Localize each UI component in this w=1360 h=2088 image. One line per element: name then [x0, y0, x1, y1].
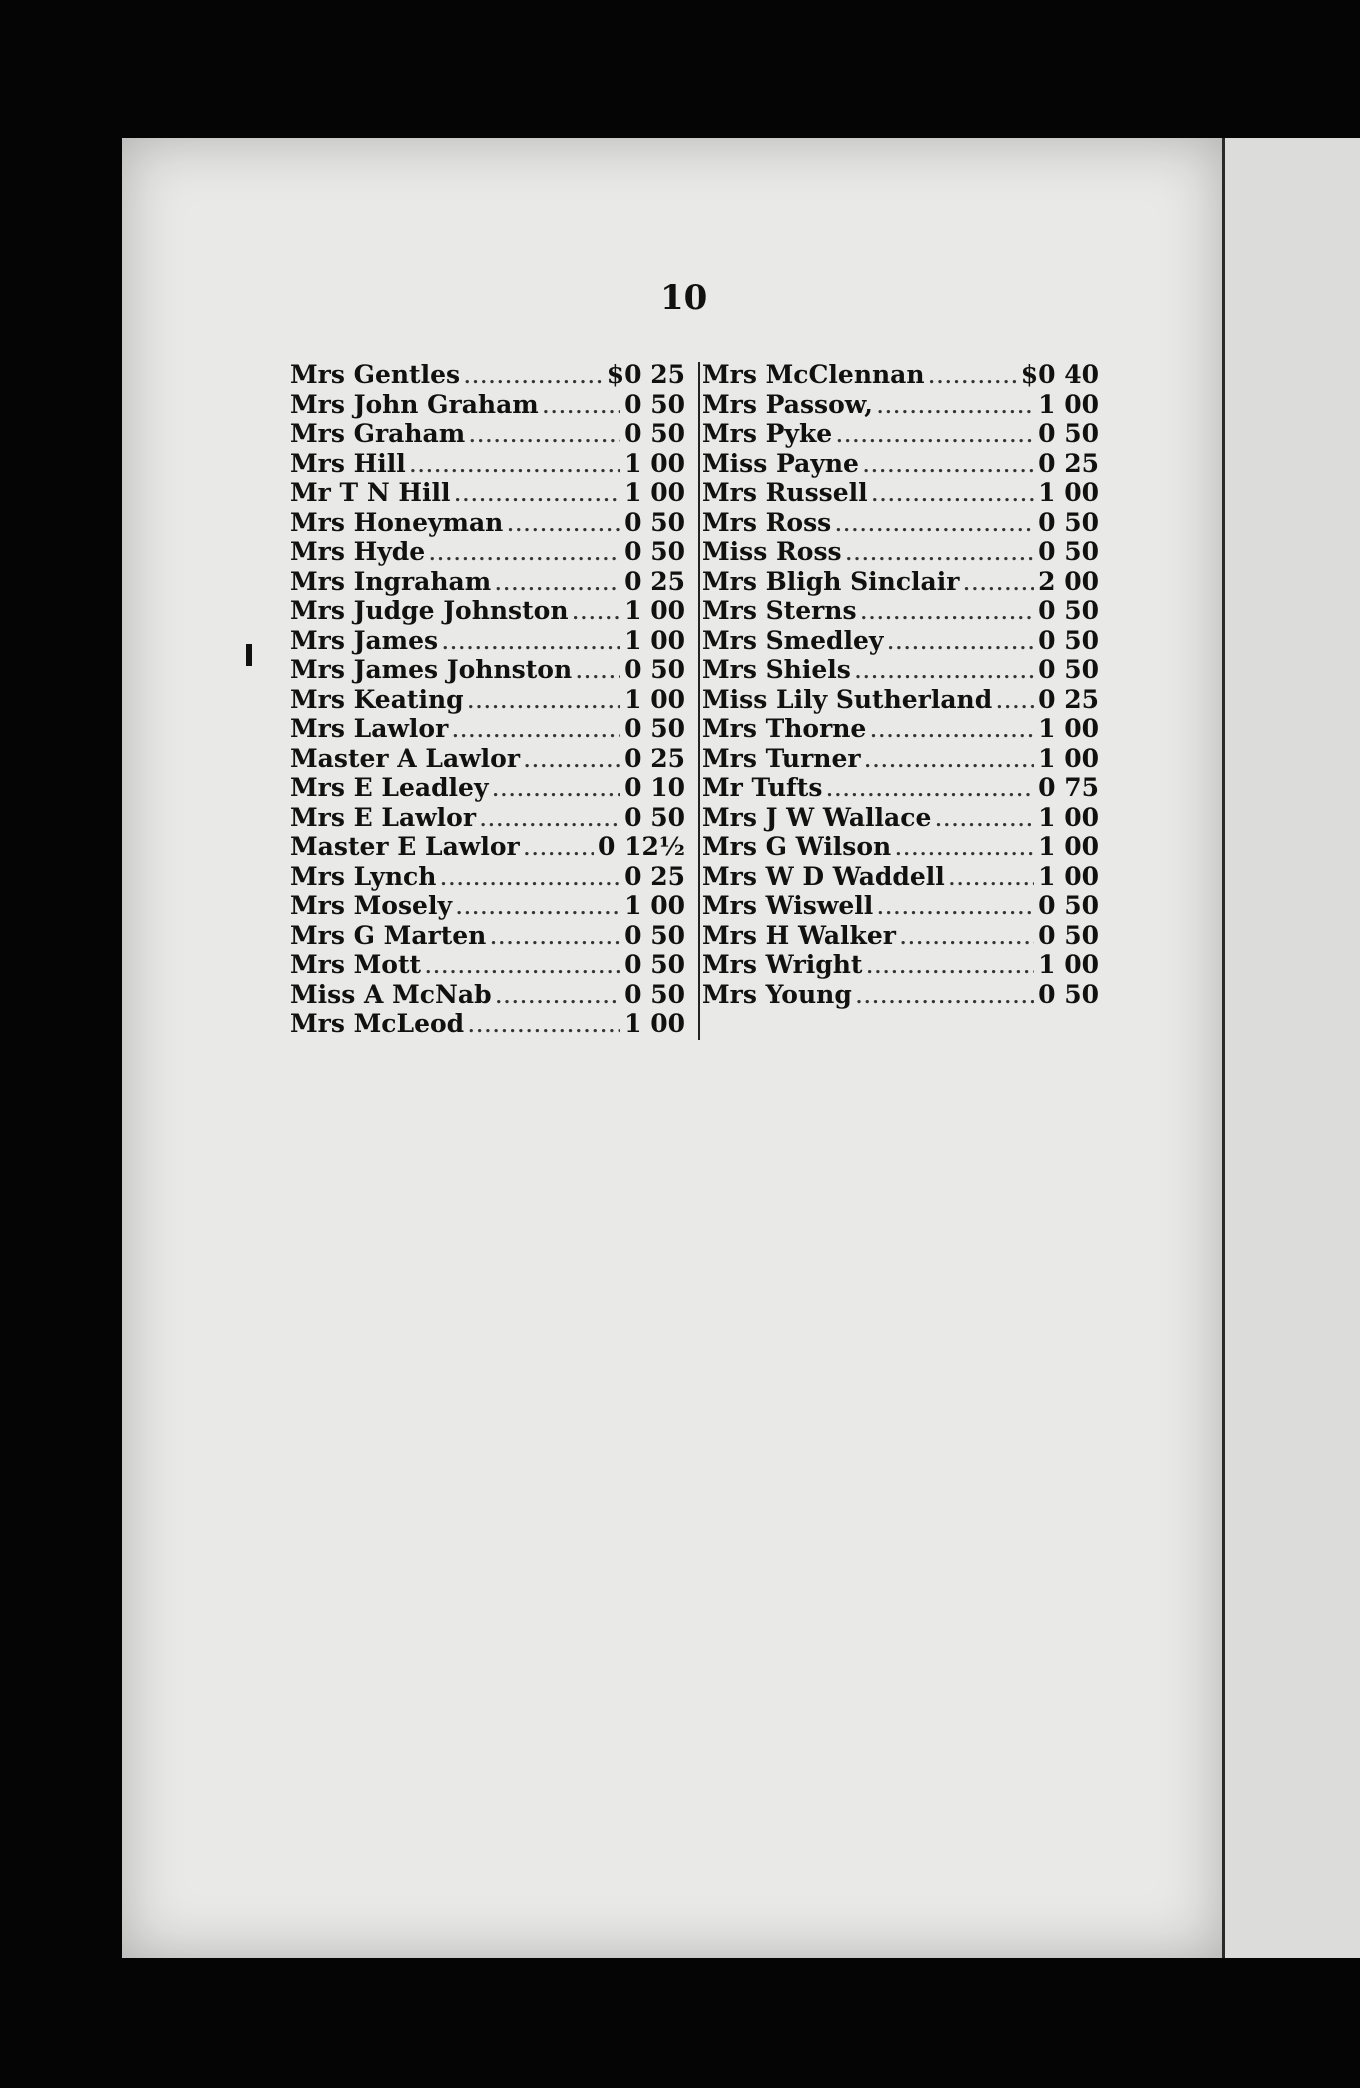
subscription-amount: 0 50 — [1038, 507, 1099, 537]
dot-leader — [576, 658, 620, 688]
subscriber-name: Mrs John Graham — [290, 389, 539, 419]
list-item — [702, 891, 1099, 921]
dot-leader — [996, 688, 1034, 718]
subscription-amount: 0 50 — [624, 802, 685, 832]
dot-leader — [861, 599, 1035, 629]
list-item — [702, 980, 1099, 1010]
subscriber-name: Mrs Pyke — [702, 419, 833, 448]
subscriber-name: Master E Lawlor — [290, 832, 520, 861]
subscription-amount: 0 50 — [1038, 891, 1099, 920]
dot-leader — [440, 865, 620, 895]
subscriber-name: Mrs Bligh Sinclair — [702, 566, 960, 596]
dot-leader — [495, 570, 620, 600]
subscriber-name: Mrs E Leadley — [290, 773, 489, 802]
list-item — [290, 744, 685, 774]
subscription-amount: 0 50 — [1038, 979, 1099, 1009]
list-item — [702, 626, 1099, 656]
list-item — [702, 478, 1099, 508]
subscriber-name: Mrs Gentles — [290, 360, 461, 389]
subscription-amount: 1 00 — [624, 625, 685, 655]
dot-leader — [855, 658, 1034, 688]
list-item — [702, 508, 1099, 538]
list-item — [702, 685, 1099, 715]
subscriber-name: Mrs Keating — [290, 684, 464, 714]
subscriber-name: Mrs G Marten — [290, 920, 487, 950]
subscription-amount: 0 50 — [624, 507, 685, 537]
subscriber-name: Mrs James Johnston — [290, 655, 573, 684]
subscriber-name: Master A Lawlor — [290, 743, 521, 773]
dot-leader — [836, 422, 1034, 452]
dot-leader — [543, 393, 620, 423]
margin-mark — [246, 644, 252, 666]
subscriber-list-right — [702, 360, 1099, 1009]
dot-leader — [895, 835, 1034, 865]
subscriber-name: Mrs McClennan — [702, 360, 925, 389]
subscription-amount: 1 00 — [1038, 832, 1099, 861]
dot-leader — [835, 511, 1034, 541]
list-item — [290, 714, 685, 744]
subscription-amount: 0 25 — [1038, 684, 1099, 714]
subscriber-name: Mrs McLeod — [290, 1009, 465, 1038]
list-item — [702, 744, 1099, 774]
subscription-amount: 0 50 — [1038, 655, 1099, 684]
list-item — [290, 655, 685, 685]
subscriber-name: Mrs Ingraham — [290, 566, 492, 596]
subscriber-name: Miss Ross — [702, 537, 842, 566]
subscription-amount: 0 12½ — [598, 832, 685, 861]
subscriber-name: Miss Payne — [702, 448, 859, 478]
subscriber-name: Mr T N Hill — [290, 478, 451, 507]
dot-leader — [963, 570, 1034, 600]
list-item — [290, 360, 685, 390]
subscription-amount: 1 00 — [1038, 950, 1099, 979]
dot-leader — [887, 629, 1034, 659]
dot-leader — [480, 806, 620, 836]
list-item — [290, 390, 685, 420]
subscription-amount: 2 00 — [1038, 566, 1099, 596]
dot-leader — [468, 1012, 620, 1042]
list-item — [702, 449, 1099, 479]
dot-leader — [429, 540, 620, 570]
dot-leader — [865, 747, 1035, 777]
list-item — [290, 626, 685, 656]
subscriber-list-left — [290, 360, 685, 1039]
subscriber-name: Mrs Passow, — [702, 389, 873, 419]
list-item — [290, 803, 685, 833]
dot-leader — [425, 953, 620, 983]
subscriber-name: Mrs Wiswell — [702, 891, 874, 920]
dot-leader — [469, 422, 620, 452]
subscriber-name: Mrs Young — [702, 979, 852, 1009]
dot-leader — [870, 717, 1034, 747]
dot-leader — [935, 806, 1034, 836]
list-item — [702, 655, 1099, 685]
subscriber-name: Mrs Lynch — [290, 861, 437, 891]
subscription-amount: 0 50 — [624, 979, 685, 1009]
list-item — [290, 567, 685, 597]
subscription-amount: 0 50 — [1038, 596, 1099, 625]
dot-leader — [877, 393, 1034, 423]
list-item — [290, 685, 685, 715]
subscriber-name: Mrs Turner — [702, 743, 861, 773]
dot-leader — [949, 865, 1034, 895]
list-item — [702, 714, 1099, 744]
list-item — [290, 537, 685, 567]
dot-leader — [877, 894, 1034, 924]
list-item — [290, 596, 685, 626]
subscriber-name: Mrs H Walker — [702, 920, 896, 950]
subscription-amount: 0 25 — [624, 743, 685, 773]
subscription-amount: 0 50 — [624, 655, 685, 684]
subscription-amount: 1 00 — [624, 448, 685, 478]
dot-leader — [452, 717, 620, 747]
subscriber-name: Mrs Russell — [702, 478, 868, 507]
subscription-amount: 1 00 — [624, 891, 685, 920]
list-item — [290, 508, 685, 538]
list-item — [702, 419, 1099, 449]
list-item — [290, 862, 685, 892]
subscriber-name: Mrs Smedley — [702, 625, 884, 655]
dot-leader — [464, 363, 603, 393]
list-item — [702, 596, 1099, 626]
list-item — [702, 360, 1099, 390]
column-divider — [698, 362, 700, 1040]
subscription-amount: 1 00 — [624, 596, 685, 625]
subscriber-name: Mrs Sterns — [702, 596, 857, 625]
subscriber-name: Mrs E Lawlor — [290, 802, 477, 832]
list-item — [702, 390, 1099, 420]
list-item — [702, 567, 1099, 597]
subscriber-name: Mrs Hill — [290, 448, 406, 478]
list-item — [290, 419, 685, 449]
subscription-amount: 1 00 — [1038, 714, 1099, 743]
dot-leader — [866, 953, 1034, 983]
subscription-amount: 0 50 — [624, 389, 685, 419]
subscription-amount: 1 00 — [1038, 389, 1099, 419]
list-item — [702, 921, 1099, 951]
subscriber-name: Mrs Shiels — [702, 655, 851, 684]
subscriber-name: Mrs G Wilson — [702, 832, 892, 861]
subscription-amount: 1 00 — [624, 684, 685, 714]
dot-leader — [856, 983, 1034, 1013]
list-item — [290, 950, 685, 980]
dot-leader — [410, 452, 620, 482]
subscription-amount: 0 50 — [624, 714, 685, 743]
subscription-amount: 0 25 — [624, 566, 685, 596]
subscription-amount: 1 00 — [1038, 478, 1099, 507]
subscriber-name: Mr Tufts — [702, 773, 823, 802]
list-item — [290, 832, 685, 862]
dot-leader — [846, 540, 1034, 570]
list-item — [290, 921, 685, 951]
subscriber-name: Mrs Mosely — [290, 891, 452, 920]
dot-leader — [900, 924, 1034, 954]
dot-leader — [929, 363, 1017, 393]
subscriber-name: Mrs Ross — [702, 507, 832, 537]
subscription-amount: 0 25 — [624, 861, 685, 891]
subscription-amount: 0 10 — [624, 773, 685, 802]
subscriber-name: Mrs J W Wallace — [702, 802, 932, 832]
adjacent-page-edge — [1222, 138, 1360, 1958]
dot-leader — [507, 511, 620, 541]
subscription-amount: 0 75 — [1038, 773, 1099, 802]
subscriber-name: Mrs Graham — [290, 419, 466, 448]
dot-leader — [826, 776, 1034, 806]
subscription-amount: 0 50 — [1038, 419, 1099, 448]
dot-leader — [863, 452, 1034, 482]
subscriber-name: Mrs James — [290, 625, 439, 655]
list-item — [290, 891, 685, 921]
subscription-amount: 0 50 — [624, 920, 685, 950]
dot-leader — [496, 983, 621, 1013]
subscriber-name: Mrs Judge Johnston — [290, 596, 569, 625]
subscriber-name: Mrs Mott — [290, 950, 422, 979]
dot-leader — [872, 481, 1034, 511]
dot-leader — [490, 924, 620, 954]
dot-leader — [455, 481, 621, 511]
subscriber-name: Mrs Hyde — [290, 537, 426, 566]
subscriber-name: Mrs Honeyman — [290, 507, 504, 537]
dot-leader — [468, 688, 621, 718]
dot-leader — [524, 835, 594, 865]
list-item — [290, 773, 685, 803]
subscription-amount: 1 00 — [624, 478, 685, 507]
list-item — [290, 1009, 685, 1039]
subscriber-name: Mrs Lawlor — [290, 714, 449, 743]
subscription-amount: 0 50 — [1038, 625, 1099, 655]
subscription-amount: 0 50 — [1038, 537, 1099, 566]
list-item — [702, 537, 1099, 567]
subscription-amount: 1 00 — [624, 1009, 685, 1038]
list-item — [290, 478, 685, 508]
dot-leader — [492, 776, 620, 806]
subscription-amount: 1 00 — [1038, 861, 1099, 891]
list-item — [290, 980, 685, 1010]
dot-leader — [442, 629, 620, 659]
list-item — [702, 832, 1099, 862]
list-item — [702, 803, 1099, 833]
subscription-amount: 1 00 — [1038, 802, 1099, 832]
subscriber-name: Miss A McNab — [290, 979, 492, 1009]
subscriber-name: Mrs Thorne — [702, 714, 867, 743]
subscription-amount: $0 25 — [606, 360, 685, 389]
subscription-amount: $0 40 — [1020, 360, 1099, 389]
list-item — [290, 449, 685, 479]
page-number: 10 — [660, 278, 708, 318]
dot-leader — [573, 599, 621, 629]
subscription-amount: 0 50 — [624, 419, 685, 448]
subscriber-name: Mrs Wright — [702, 950, 863, 979]
subscription-amount: 0 50 — [624, 950, 685, 979]
list-item — [702, 773, 1099, 803]
subscriber-name: Mrs W D Waddell — [702, 861, 945, 891]
subscription-amount: 0 50 — [624, 537, 685, 566]
subscription-amount: 0 25 — [1038, 448, 1099, 478]
list-item — [702, 862, 1099, 892]
subscriber-name: Miss Lily Sutherland — [702, 684, 993, 714]
list-item — [702, 950, 1099, 980]
subscription-amount: 1 00 — [1038, 743, 1099, 773]
dot-leader — [524, 747, 620, 777]
dot-leader — [456, 894, 620, 924]
subscription-amount: 0 50 — [1038, 920, 1099, 950]
